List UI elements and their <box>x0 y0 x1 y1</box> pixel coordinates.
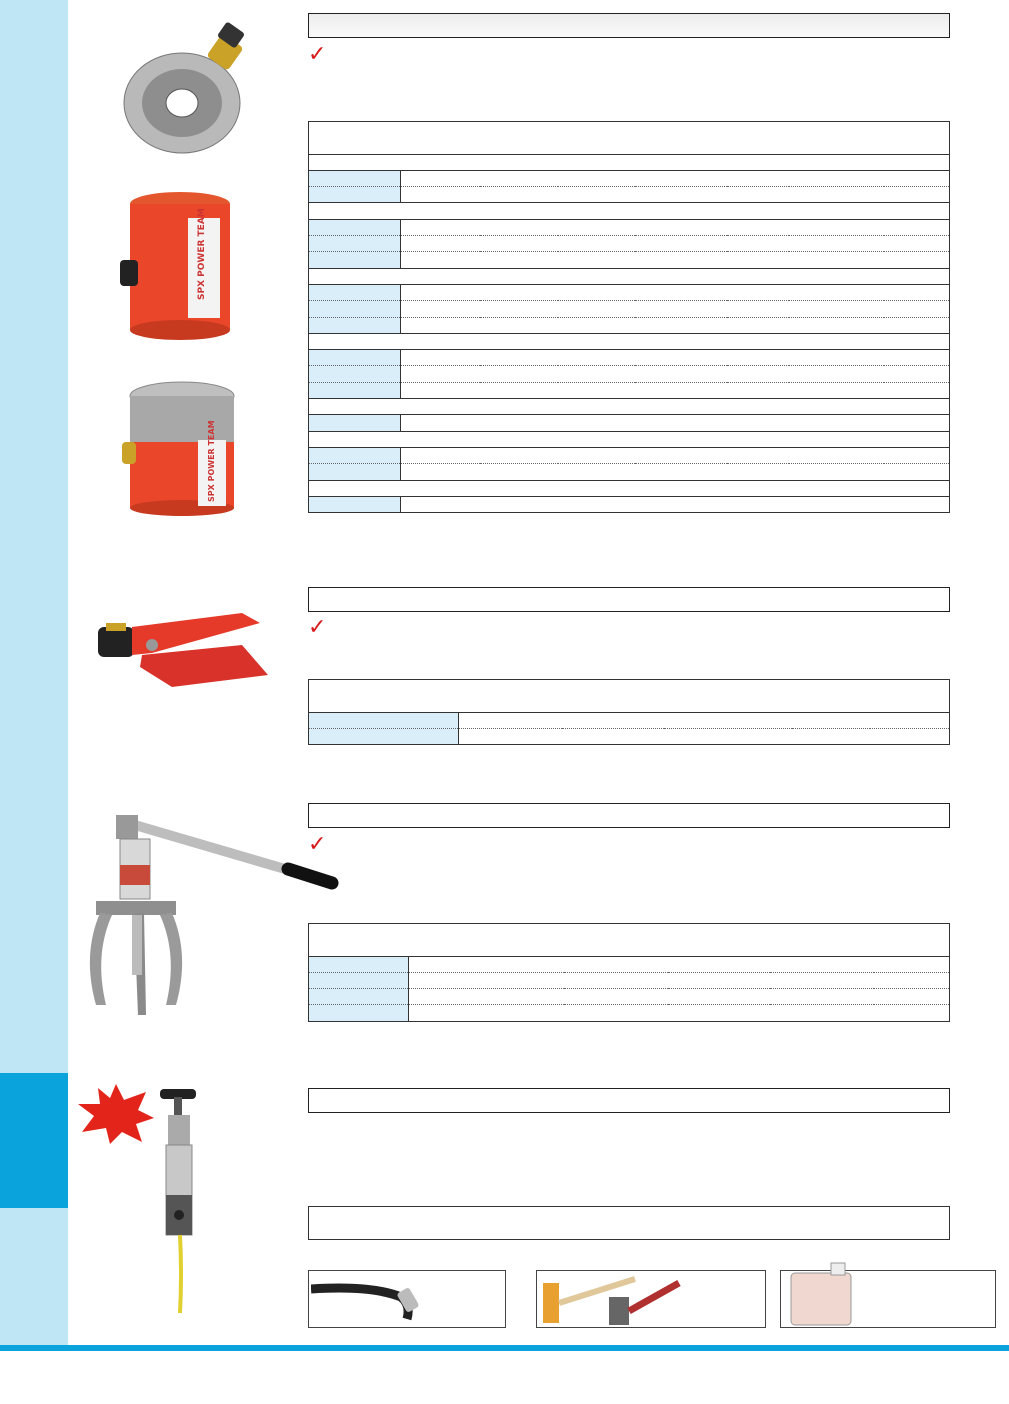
table-cell <box>309 170 401 186</box>
col-header <box>727 122 789 138</box>
table-cell <box>309 464 401 480</box>
table-cell <box>558 252 635 268</box>
table-cell <box>874 956 950 972</box>
col-header <box>480 138 558 154</box>
group-label <box>309 480 950 496</box>
table-row <box>309 219 950 235</box>
table-cell <box>635 236 727 252</box>
table-cell <box>727 187 789 203</box>
table-cell <box>635 317 727 333</box>
table-cell <box>635 219 727 235</box>
table-cell <box>727 219 789 235</box>
svg-text:SPX POWER TEAM: SPX POWER TEAM <box>197 208 207 300</box>
col-header <box>668 940 770 956</box>
check-mark-icon: ✓ <box>308 615 327 640</box>
group-label <box>309 333 950 349</box>
table-row <box>309 447 950 463</box>
table-cell <box>870 728 950 744</box>
table-cell <box>400 366 480 382</box>
crossref-hoses[interactable] <box>308 1270 506 1328</box>
table-cell <box>884 317 950 333</box>
table-row <box>309 366 950 382</box>
col-header <box>770 924 874 940</box>
table-header-row <box>309 696 950 712</box>
table-header-row <box>309 1223 950 1239</box>
table-row <box>309 252 950 268</box>
cylinder-rh503-image <box>120 378 238 518</box>
table-cell <box>635 464 727 480</box>
side-rail-lower <box>0 1208 68 1345</box>
table-cell <box>309 956 409 972</box>
table-cell <box>792 728 870 744</box>
table-cell <box>562 712 664 728</box>
group-label <box>309 154 950 170</box>
col-header <box>874 940 950 956</box>
col-header <box>558 122 635 138</box>
crossref-oil[interactable] <box>780 1270 996 1328</box>
table-cell <box>480 350 558 366</box>
table-header-row <box>309 1207 950 1223</box>
group-header-row <box>309 399 950 415</box>
table-cell <box>400 284 480 300</box>
hydraulic-puller-image <box>76 805 344 1027</box>
col-header <box>727 138 789 154</box>
table-row <box>309 317 950 333</box>
table-cell <box>458 728 562 744</box>
table-header-row <box>309 924 950 940</box>
vorteile-text <box>331 626 851 639</box>
col-header <box>635 122 727 138</box>
table-cell <box>309 496 401 512</box>
table-cell <box>408 1005 564 1021</box>
col-header <box>820 1223 950 1239</box>
table-cell <box>727 464 789 480</box>
table-row <box>309 712 950 728</box>
table-cell <box>635 366 727 382</box>
pressure-valve-image <box>152 1085 208 1315</box>
table-row <box>309 728 950 744</box>
cylinder-table <box>308 121 950 513</box>
col-header <box>400 138 480 154</box>
table-cell <box>789 447 884 463</box>
group-header-row <box>309 268 950 284</box>
col-header <box>458 696 562 712</box>
table-cell <box>635 252 727 268</box>
hollow-cylinder-top-image <box>120 18 255 163</box>
table-cell <box>727 350 789 366</box>
table-cell <box>558 301 635 317</box>
table-row <box>309 464 950 480</box>
table-cell <box>480 219 558 235</box>
hydraulic-spreader-image <box>92 605 272 700</box>
table-cell <box>400 447 480 463</box>
table-cell <box>400 170 480 186</box>
table-cell <box>884 464 950 480</box>
table-cell <box>558 382 635 398</box>
col-header <box>309 696 459 712</box>
table-cell <box>874 972 950 988</box>
table-cell <box>558 317 635 333</box>
chapter-tab[interactable] <box>0 1073 68 1208</box>
table-cell <box>789 317 884 333</box>
table-cell <box>668 989 770 1005</box>
table-cell <box>558 284 635 300</box>
section-title-abzieher <box>308 803 950 828</box>
table-cell <box>884 301 950 317</box>
col-header <box>562 696 664 712</box>
table-cell <box>770 956 874 972</box>
table-row <box>309 284 950 300</box>
col-header <box>664 680 792 696</box>
col-header <box>820 1207 950 1223</box>
table-cell <box>309 382 401 398</box>
table-cell <box>635 350 727 366</box>
cylinder-rh203-image <box>118 190 236 342</box>
bottom-rule <box>0 1345 1009 1351</box>
table-row <box>309 301 950 317</box>
table-row <box>309 170 950 186</box>
table-cell <box>400 415 480 431</box>
table-cell <box>480 187 558 203</box>
col-header <box>870 680 950 696</box>
table-cell <box>727 366 789 382</box>
table-cell <box>789 170 884 186</box>
table-cell <box>558 170 635 186</box>
table-cell <box>789 284 884 300</box>
col-header <box>884 138 950 154</box>
table-cell <box>558 496 635 512</box>
table-cell <box>480 415 558 431</box>
table-cell <box>727 252 789 268</box>
table-cell <box>480 496 558 512</box>
table-cell <box>789 382 884 398</box>
section-title-spreizer <box>308 587 950 612</box>
col-header <box>668 924 770 940</box>
table-cell <box>564 956 668 972</box>
table-cell <box>884 382 950 398</box>
table-cell <box>884 350 950 366</box>
group-header-row <box>309 203 950 219</box>
table-cell <box>309 317 401 333</box>
table-cell <box>564 989 668 1005</box>
col-header <box>884 122 950 138</box>
table-cell <box>792 712 870 728</box>
table-cell <box>870 712 950 728</box>
table-cell <box>884 252 950 268</box>
table-header-row <box>309 680 950 696</box>
table-cell <box>558 447 635 463</box>
table-cell <box>668 956 770 972</box>
table-cell <box>309 236 401 252</box>
table-row <box>309 415 950 431</box>
table-cell <box>884 187 950 203</box>
table-cell <box>558 366 635 382</box>
table-cell <box>480 464 558 480</box>
table-cell <box>480 170 558 186</box>
section-title-hohlkolben <box>308 13 950 38</box>
table-cell <box>480 301 558 317</box>
table-cell <box>400 317 480 333</box>
table-cell <box>635 170 727 186</box>
table-cell <box>635 382 727 398</box>
table-header-row <box>309 122 950 138</box>
table-cell <box>884 496 950 512</box>
col-header <box>640 1207 820 1223</box>
table-cell <box>789 187 884 203</box>
col-header <box>309 1223 640 1239</box>
table-cell <box>558 415 635 431</box>
table-cell <box>562 728 664 744</box>
table-cell <box>727 301 789 317</box>
table-cell <box>727 236 789 252</box>
col-header <box>564 924 668 940</box>
oil-canister-image <box>785 1257 857 1327</box>
col-header <box>640 1223 820 1239</box>
table-cell <box>668 1005 770 1021</box>
table-cell <box>558 350 635 366</box>
table-cell <box>635 284 727 300</box>
group-label <box>309 203 950 219</box>
table-cell <box>664 712 792 728</box>
group-label <box>309 399 950 415</box>
section3-description <box>308 834 948 856</box>
table-row <box>309 187 950 203</box>
table-cell <box>884 415 950 431</box>
crossref-hammers[interactable] <box>536 1270 766 1328</box>
col-header <box>480 122 558 138</box>
table-cell <box>789 366 884 382</box>
table-cell <box>874 989 950 1005</box>
table-cell <box>408 989 564 1005</box>
col-header <box>635 138 727 154</box>
table-cell <box>309 301 401 317</box>
table-cell <box>789 350 884 366</box>
section2-description <box>308 617 948 639</box>
table-cell <box>480 447 558 463</box>
table-cell <box>309 447 401 463</box>
table-cell <box>874 1005 950 1021</box>
table-cell <box>789 301 884 317</box>
table-cell <box>558 464 635 480</box>
table-cell <box>789 252 884 268</box>
group-header-row <box>309 480 950 496</box>
group-header-row <box>309 333 950 349</box>
table-row <box>309 972 950 988</box>
table-cell <box>400 236 480 252</box>
table-row <box>309 350 950 366</box>
check-mark-icon: ✓ <box>308 42 327 67</box>
col-header <box>558 138 635 154</box>
table-row <box>309 956 950 972</box>
table-cell <box>309 252 401 268</box>
col-header <box>870 696 950 712</box>
table-cell <box>635 301 727 317</box>
side-rail <box>0 0 68 1073</box>
section1-description <box>308 44 948 66</box>
table-cell <box>884 284 950 300</box>
vorteile-text <box>331 53 851 66</box>
table-cell <box>635 415 727 431</box>
table-cell <box>309 284 401 300</box>
check-mark-icon: ✓ <box>308 832 327 857</box>
group-label <box>309 268 950 284</box>
puller-table <box>308 923 950 1022</box>
col-header <box>874 924 950 940</box>
new-badge <box>76 1082 156 1144</box>
table-cell <box>400 219 480 235</box>
table-cell <box>458 712 562 728</box>
table-cell <box>789 219 884 235</box>
svg-text:SPX POWER TEAM: SPX POWER TEAM <box>207 420 216 502</box>
table-cell <box>727 284 789 300</box>
table-cell <box>664 728 792 744</box>
table-cell <box>789 236 884 252</box>
table-cell <box>309 366 401 382</box>
table-cell <box>400 301 480 317</box>
table-cell <box>727 415 789 431</box>
table-cell <box>635 447 727 463</box>
table-cell <box>400 350 480 366</box>
col-header <box>789 122 884 138</box>
col-header <box>789 138 884 154</box>
table-cell <box>635 496 727 512</box>
table-cell <box>727 447 789 463</box>
table-cell <box>770 989 874 1005</box>
table-row <box>309 1005 950 1021</box>
table-row <box>309 236 950 252</box>
table-cell <box>309 350 401 366</box>
table-cell <box>309 712 459 728</box>
table-cell <box>309 219 401 235</box>
col-header <box>770 940 874 956</box>
table-cell <box>668 972 770 988</box>
table-cell <box>408 972 564 988</box>
table-row <box>309 989 950 1005</box>
table-cell <box>884 447 950 463</box>
table-cell <box>770 972 874 988</box>
table-header-row <box>309 138 950 154</box>
table-cell <box>727 496 789 512</box>
table-row <box>309 382 950 398</box>
table-cell <box>635 187 727 203</box>
table-cell <box>309 415 401 431</box>
col-header <box>564 940 668 956</box>
col-header <box>562 680 664 696</box>
table-cell <box>770 1005 874 1021</box>
col-header <box>664 696 792 712</box>
table-cell <box>480 236 558 252</box>
table-cell <box>309 1005 409 1021</box>
col-header <box>792 680 870 696</box>
spreader-table <box>308 679 950 745</box>
col-header <box>792 696 870 712</box>
table-cell <box>564 1005 668 1021</box>
table-row <box>309 496 950 512</box>
table-cell <box>400 187 480 203</box>
table-cell <box>884 219 950 235</box>
group-header-row <box>309 154 950 170</box>
table-cell <box>789 415 884 431</box>
table-cell <box>309 187 401 203</box>
table-cell <box>480 382 558 398</box>
table-header-row <box>309 940 950 956</box>
table-cell <box>558 187 635 203</box>
table-cell <box>480 284 558 300</box>
hose-image <box>311 1275 427 1325</box>
hammer-image <box>539 1273 685 1327</box>
valve-table <box>308 1206 950 1240</box>
table-cell <box>400 382 480 398</box>
table-cell <box>400 252 480 268</box>
group-label <box>309 431 950 447</box>
table-cell <box>789 464 884 480</box>
table-cell <box>558 219 635 235</box>
table-cell <box>727 382 789 398</box>
table-cell <box>309 728 459 744</box>
table-cell <box>884 236 950 252</box>
col-header <box>309 940 409 956</box>
table-cell <box>400 464 480 480</box>
table-cell <box>564 972 668 988</box>
table-cell <box>727 317 789 333</box>
table-cell <box>884 366 950 382</box>
table-cell <box>480 252 558 268</box>
table-cell <box>480 317 558 333</box>
table-cell <box>408 956 564 972</box>
table-cell <box>309 989 409 1005</box>
table-cell <box>558 236 635 252</box>
table-cell <box>480 366 558 382</box>
col-header <box>309 138 401 154</box>
col-header <box>408 940 564 956</box>
group-header-row <box>309 431 950 447</box>
table-cell <box>789 496 884 512</box>
table-cell <box>727 170 789 186</box>
table-cell <box>884 170 950 186</box>
table-cell <box>309 972 409 988</box>
section-title-druckbegrenzung <box>308 1088 950 1113</box>
table-cell <box>400 496 480 512</box>
